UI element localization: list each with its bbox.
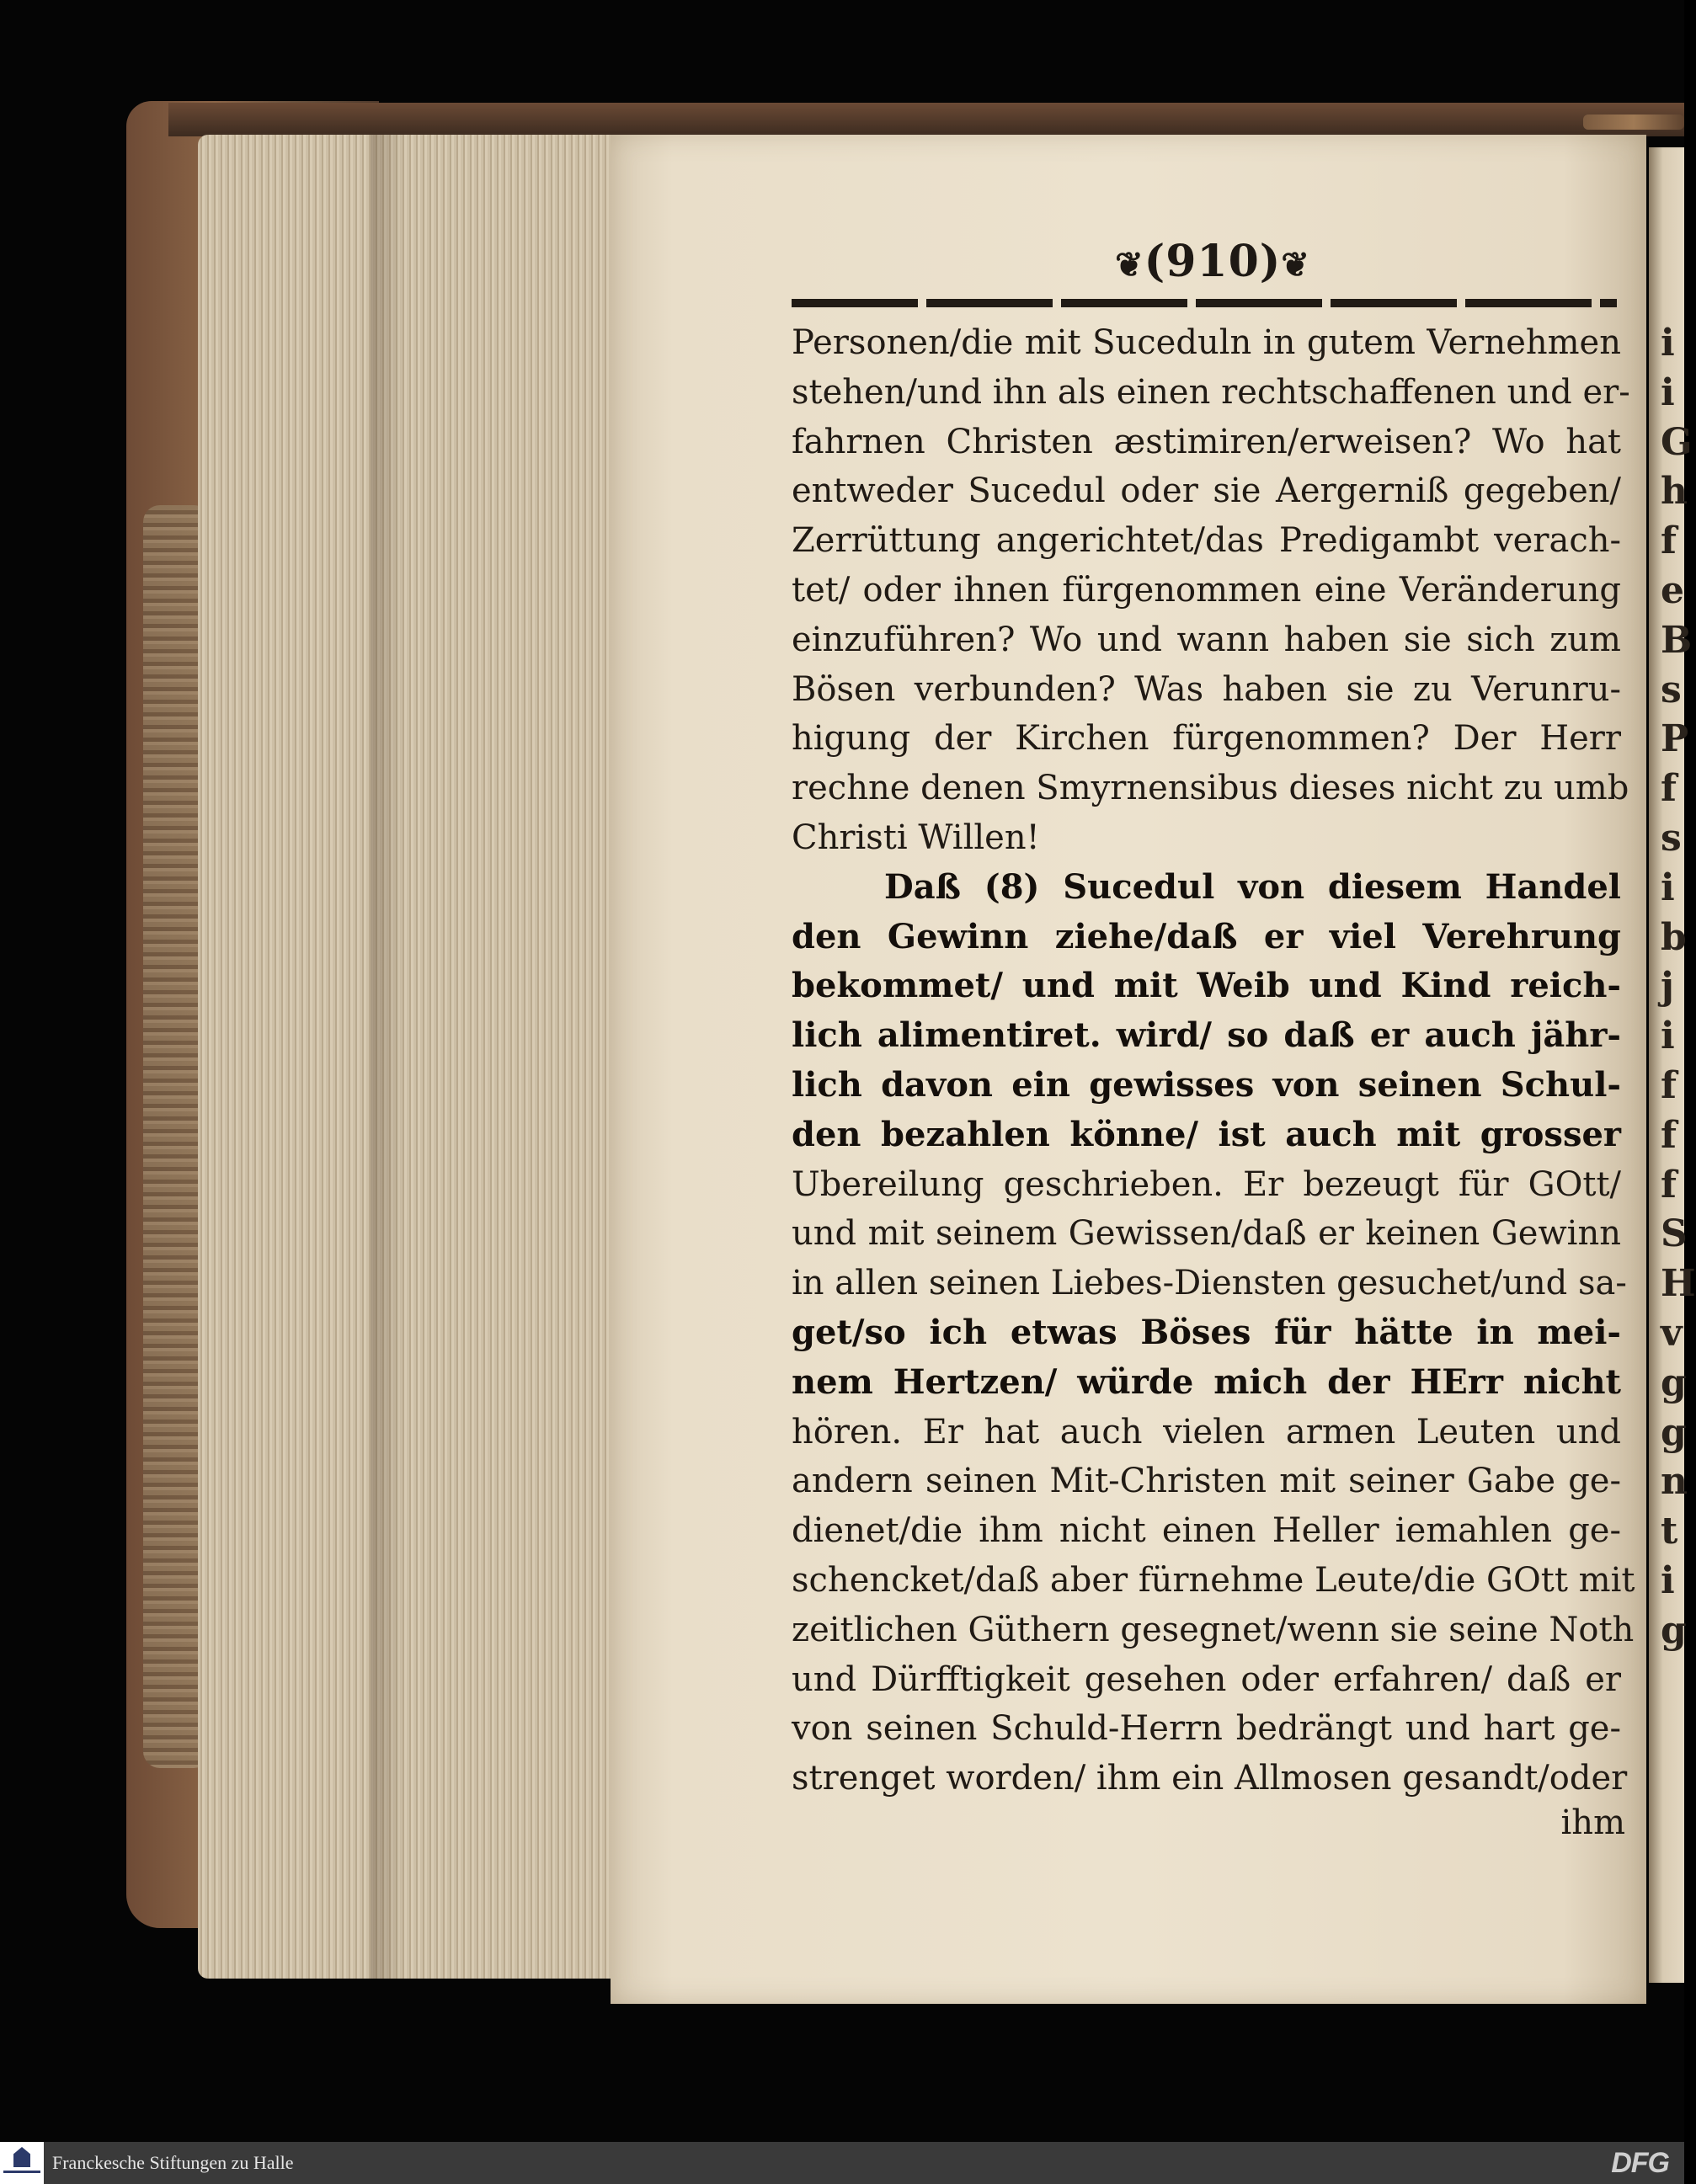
- next-page-letter: i: [1661, 1015, 1675, 1058]
- text-line: nem Hertzen/ würde mich der HErr nicht: [792, 1361, 1621, 1402]
- text-line: in allen seinen Liebes-Diensten gesuchet/und sa-: [792, 1264, 1627, 1303]
- text-line: Personen/die mit Suceduln in gutem Vernehmen: [792, 323, 1621, 362]
- institution-name[interactable]: Franckesche Stiftungen zu Halle: [52, 2152, 294, 2173]
- text-line: stehen/und ihn als einen rechtschaffenen und er-: [792, 372, 1630, 412]
- text-line: dienet/die ihm nicht einen Heller iemahlen ge-: [792, 1511, 1621, 1551]
- text-line: den Gewinn ziehe/daß er viel Verehrung: [792, 916, 1621, 956]
- text-line: den bezahlen könne/ ist auch mit grosser: [792, 1114, 1621, 1154]
- text-line: andern seinen Mit-Christen mit seiner Gabe ge-: [792, 1462, 1621, 1501]
- next-page-letter: t: [1661, 1510, 1678, 1553]
- page-header: [1069, 236, 1356, 287]
- next-page-letter: j: [1661, 965, 1674, 1009]
- next-page-letter: i: [1661, 1559, 1675, 1602]
- page-gutter-shadow: [371, 135, 404, 1979]
- next-page-letter: P: [1661, 717, 1689, 761]
- next-page-letter: S: [1661, 1212, 1688, 1256]
- text-line: entweder Sucedul oder sie Aergerniß gegeben/: [792, 471, 1621, 511]
- next-page-letter: G: [1661, 420, 1693, 464]
- text-line: Christi Willen!: [792, 818, 1040, 857]
- next-page-letter: h: [1661, 470, 1688, 514]
- text-line: schencket/daß aber fürnehme Leute/die GOtt mit: [792, 1560, 1635, 1600]
- next-page-letter: g: [1661, 1608, 1687, 1652]
- next-page-letter: f: [1661, 767, 1677, 811]
- next-page-letter: i: [1661, 866, 1675, 909]
- next-page-letter: H: [1661, 1262, 1696, 1306]
- next-page-letter: n: [1661, 1460, 1688, 1504]
- next-page-letter: v: [1661, 1312, 1683, 1355]
- logo-underline: [3, 2171, 40, 2173]
- text-line: einzuführen? Wo und wann haben sie sich zum: [792, 620, 1621, 659]
- ribbon-bookmark: [1583, 115, 1684, 130]
- text-line: lich davon ein gewisses von seinen Schul-: [792, 1064, 1621, 1105]
- fleuron-icon: ❦: [1115, 245, 1144, 285]
- text-line: fahrnen Christen æstimiren/erweisen? Wo hat: [792, 422, 1621, 461]
- cover-top-edge: [168, 103, 1684, 136]
- text-line: Bösen verbunden? Was haben sie zu Verunru-: [792, 669, 1621, 709]
- text-line: Ubereilung geschrieben. Er bezeugt für GOtt/: [792, 1164, 1621, 1204]
- text-line: von seinen Schuld-Herrn bedrängt und hart ge-: [792, 1709, 1621, 1749]
- page-block-edges: [198, 135, 619, 1979]
- next-page-letter: f: [1661, 1064, 1677, 1107]
- next-page-letter: B: [1661, 618, 1693, 662]
- header-rule: [792, 299, 1617, 307]
- text-line: Daß (8) Sucedul von diesem Handel: [884, 866, 1621, 907]
- text-line: zeitlichen Güthern gesegnet/wenn sie seine Noth: [792, 1610, 1635, 1649]
- text-line: hören. Er hat auch vielen armen Leuten und: [792, 1412, 1621, 1452]
- text-line: higung der Kirchen fürgenommen? Der Herr: [792, 719, 1621, 759]
- text-line: strenget worden/ ihm ein Allmosen gesandt/oder: [792, 1759, 1628, 1798]
- next-page-letter: i: [1661, 322, 1675, 365]
- next-page-letter: e: [1661, 569, 1684, 612]
- text-line: lich alimentiret. wird/ so daß er auch jähr-: [792, 1015, 1621, 1056]
- page-text-body: [792, 318, 1635, 1803]
- funder-logo[interactable]: DFG: [1611, 2147, 1669, 2179]
- fleuron-icon: ❦: [1281, 245, 1310, 285]
- house-icon: [13, 2147, 30, 2167]
- next-page-letter: s: [1661, 668, 1682, 711]
- catchword: ihm: [1560, 1803, 1625, 1842]
- text-line: und Dürfftigkeit gesehen oder erfahren/ daß er: [792, 1659, 1621, 1699]
- viewer-footer: [0, 2142, 1684, 2184]
- text-line: rechne denen Smyrnensibus dieses nicht zu umb: [792, 769, 1629, 808]
- text-line: tet/ oder ihnen fürgenommen eine Veränderung: [792, 570, 1621, 610]
- next-page-letter: g: [1661, 1410, 1687, 1454]
- text-line: bekommet/ und mit Weib und Kind reich-: [792, 966, 1621, 1006]
- page-number: (910): [1144, 236, 1282, 287]
- next-page-letter: g: [1661, 1361, 1687, 1404]
- text-line: und mit seinem Gewissen/daß er keinen Gewinn: [792, 1214, 1621, 1254]
- institution-logo-icon[interactable]: [0, 2142, 44, 2184]
- next-page-letter: f: [1661, 1163, 1677, 1207]
- next-page-letter: f: [1661, 1113, 1677, 1157]
- next-page-letter: b: [1661, 915, 1687, 959]
- next-page-letter: s: [1661, 817, 1682, 860]
- next-page-letter: i: [1661, 370, 1675, 414]
- text-line: Zerrüttung angerichtet/das Predigambt verach-: [792, 521, 1621, 561]
- next-page-letter: f: [1661, 519, 1677, 563]
- text-line: get/so ich etwas Böses für hätte in mei-: [792, 1312, 1621, 1352]
